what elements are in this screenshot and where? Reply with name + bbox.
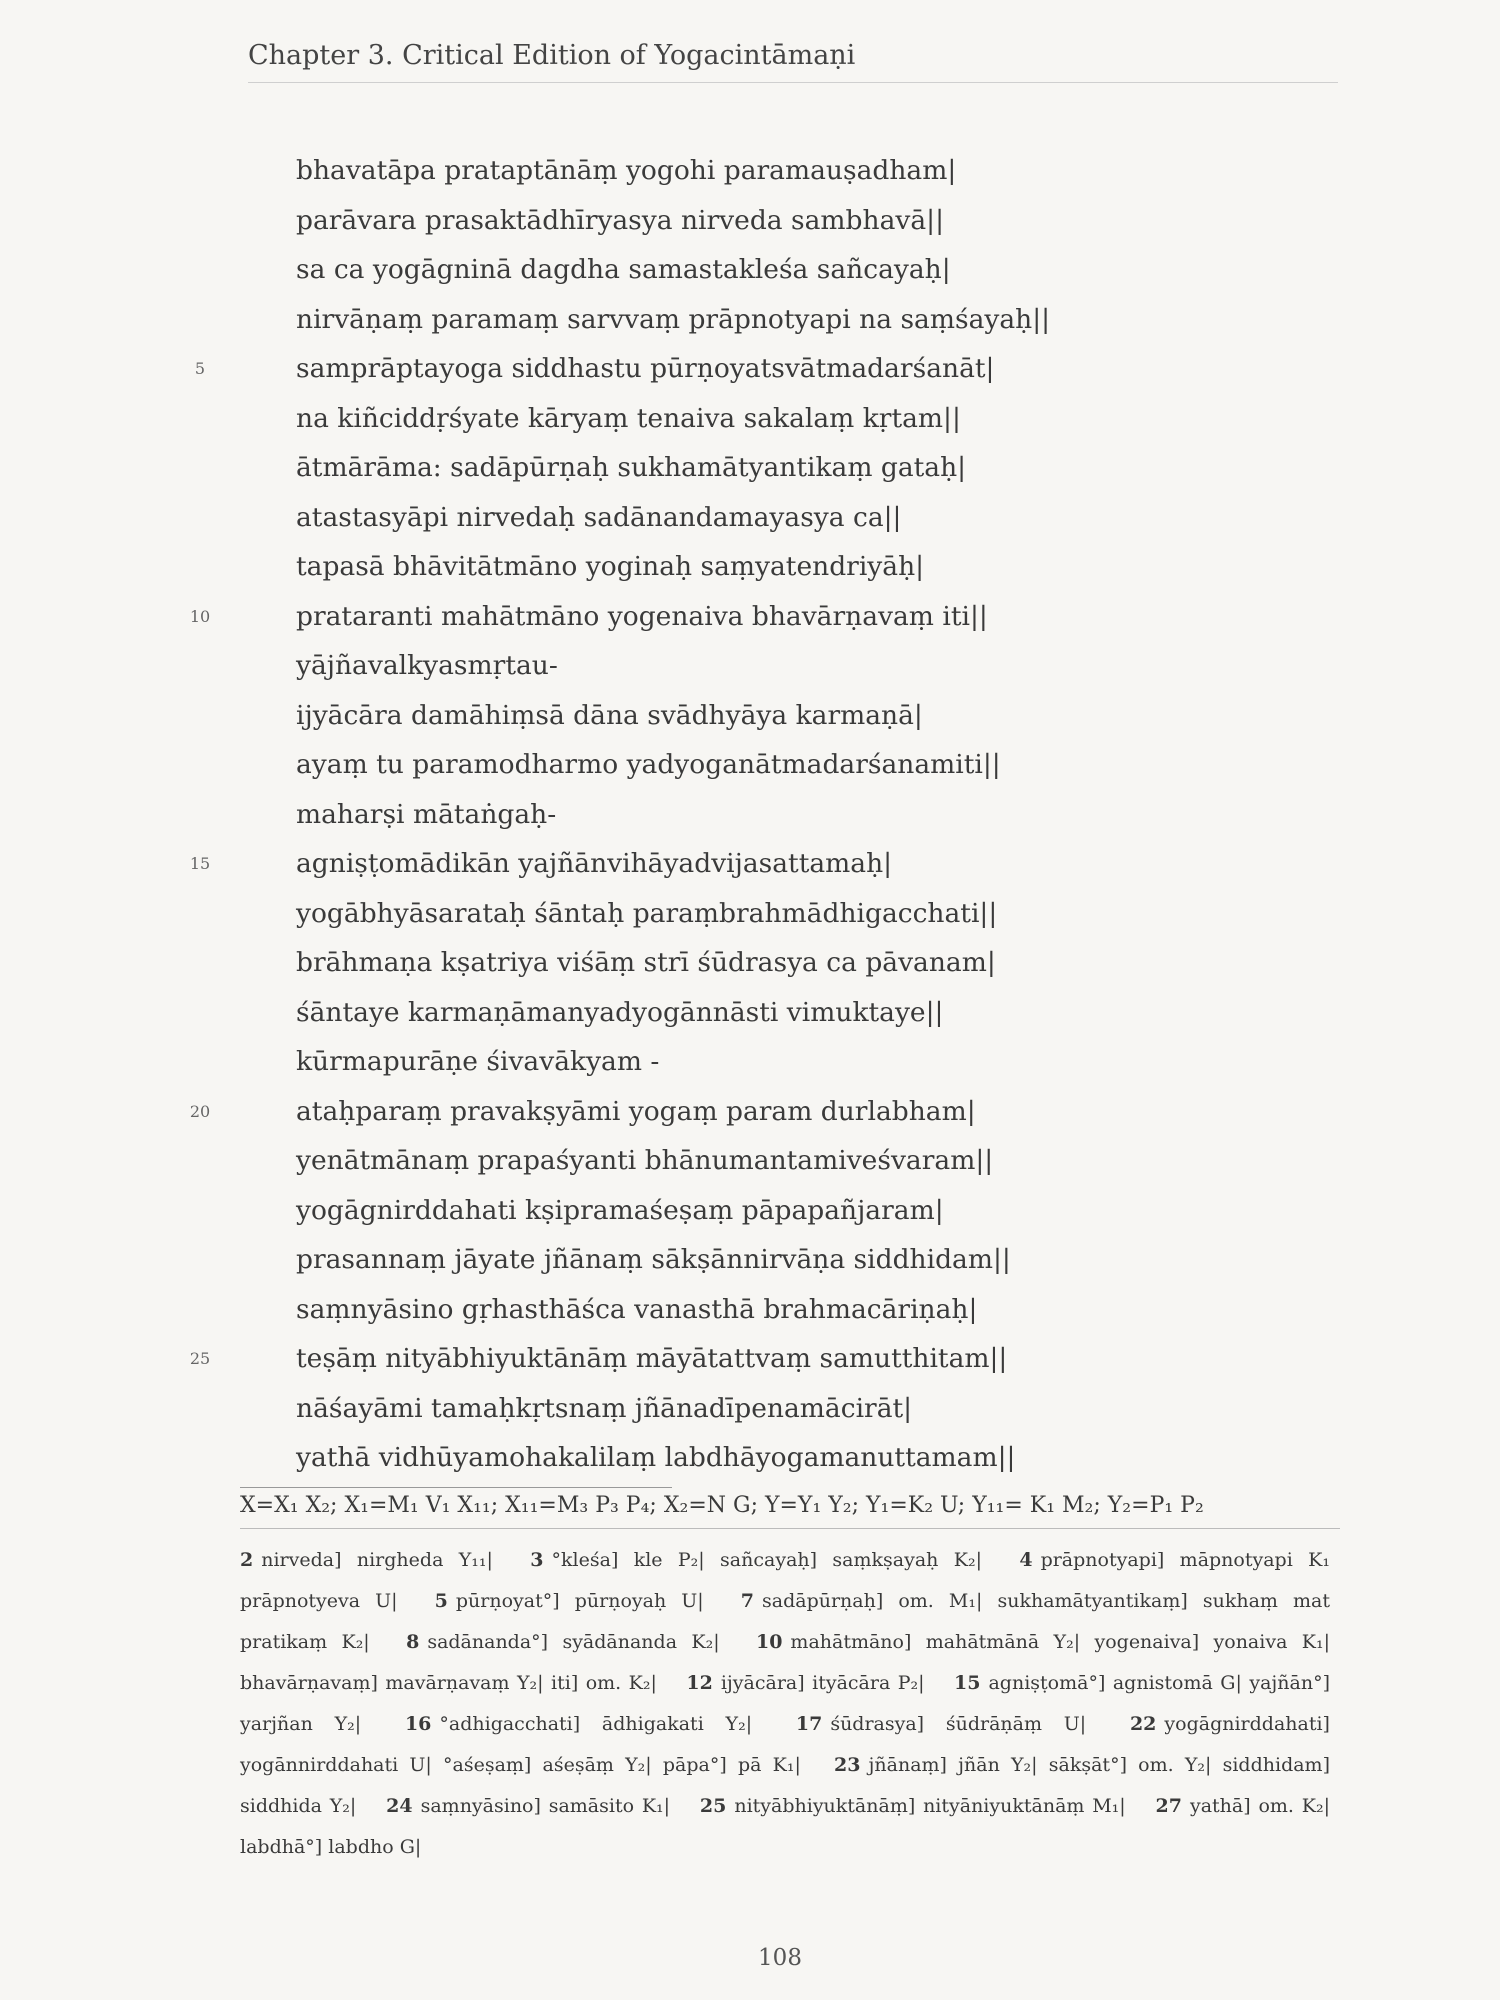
apparatus-reading: yathā] om. K₂| labdhā°] labdho G| xyxy=(240,1795,1330,1858)
line-number: 20 xyxy=(189,1101,211,1121)
apparatus-line-ref: 24 xyxy=(386,1795,413,1817)
verse-text-line: nāśayāmi tamaḥkṛtsnaṃ jñānadīpenamācirāt| xyxy=(296,1392,913,1424)
apparatus-line-ref: 15 xyxy=(954,1672,981,1694)
verse-text-line: saṃnyāsino gṛhasthāśca vanasthā brahmacāriṇaḥ| xyxy=(296,1293,978,1325)
apparatus-entry xyxy=(240,1549,493,1571)
verse-text xyxy=(0,146,1500,1483)
apparatus-reading: jñānaṃ] jñān Y₂| sākṣāt°] om. Y₂| siddhidam] siddhida Y₂| xyxy=(240,1754,1330,1817)
verse-line xyxy=(0,295,1500,345)
apparatus-entry xyxy=(700,1795,1126,1817)
verse-text-line: maharṣi mātaṅgaḥ- xyxy=(296,798,557,830)
verse-text-line: yenātmānaṃ prapaśyanti bhānumantamiveśvaram|| xyxy=(296,1145,994,1176)
apparatus-line-ref: 8 xyxy=(406,1631,420,1653)
verse-text-line: śāntaye karmaṇāmanyadyogānnāsti vimuktaye|| xyxy=(296,996,944,1028)
verse-line xyxy=(0,1285,1500,1335)
verse-line xyxy=(0,592,1500,642)
verse-text-line: ijyācāra damāhiṃsā dāna svādhyāya karmaṇā| xyxy=(296,699,923,731)
apparatus-entry xyxy=(386,1795,670,1817)
apparatus-line-ref: 23 xyxy=(834,1754,861,1776)
apparatus-reading: nityābhiyuktānāṃ] nityāniyuktānāṃ M₁| xyxy=(734,1795,1126,1817)
verse-text-line: nirvāṇaṃ paramaṃ sarvvaṃ prāpnotyapi na saṃśayaḥ|| xyxy=(296,303,1051,335)
apparatus-line-ref: 3 xyxy=(530,1549,544,1571)
critical-apparatus xyxy=(240,1540,1330,1868)
apparatus-entry xyxy=(530,1549,982,1571)
verse-line xyxy=(0,790,1500,840)
verse-text-line: parāvara prasaktādhīryasya nirveda sambhavā|| xyxy=(296,204,944,236)
apparatus-line-ref: 4 xyxy=(1019,1549,1033,1571)
apparatus-reading: agniṣṭomā°] agnistomā G| yajñān°] yarjñan Y₂| xyxy=(240,1672,1330,1735)
verse-text-line: tapasā bhāvitātmāno yoginaḥ saṃyatendriyāḥ| xyxy=(296,551,925,582)
verse-text-line: prataranti mahātmāno yogenaiva bhavārṇavaṃ iti|| xyxy=(296,600,988,632)
line-number: 5 xyxy=(194,359,206,378)
apparatus-line-ref: 17 xyxy=(795,1713,823,1735)
verse-text-line: na kiñciddṛśyate kāryaṃ tenaiva sakalaṃ kṛtam|| xyxy=(296,402,961,434)
page-number: 108 xyxy=(758,1945,802,1971)
verse-line xyxy=(0,1186,1500,1236)
verse-line xyxy=(0,542,1500,592)
apparatus-entry xyxy=(406,1631,720,1653)
verse-text-line: yogāgnirddahati kṣipramaśeṣaṃ pāpapañjaram| xyxy=(296,1194,944,1226)
apparatus-reading: °adhigacchati] ādhigakati Y₂| xyxy=(439,1713,753,1735)
running-header: Chapter 3. Critical Edition of Yogacintāmaṇi xyxy=(248,40,856,71)
line-number: 10 xyxy=(189,606,211,626)
apparatus-reading: yogāgnirddahati] yogānnirddahati U| °aśeṣaṃ] aśeṣāṃ Y₂| pāpa°] pā K₁| xyxy=(240,1713,1330,1776)
verse-line xyxy=(0,839,1500,889)
apparatus-line-ref: 25 xyxy=(699,1795,727,1817)
verse-text-line: bhavatāpa prataptānāṃ yogohi paramauṣadham| xyxy=(296,155,957,186)
verse-text-line: ātmārāma: sadāpūrṇaḥ sukhamātyantikaṃ gataḥ| xyxy=(296,452,967,483)
verse-line xyxy=(0,641,1500,691)
apparatus-reading: śūdrasya] śūdrāṇāṃ U| xyxy=(830,1713,1087,1735)
verse-line xyxy=(0,1433,1500,1483)
verse-text-line: yathā vidhūyamohakalilaṃ labdhāyogamanuttamam|| xyxy=(296,1442,1016,1473)
apparatus-line-ref: 27 xyxy=(1155,1795,1182,1817)
apparatus-line-ref: 5 xyxy=(434,1590,448,1612)
verse-text-line: agniṣṭomādikān yajñānvihāyadvijasattamaḥ| xyxy=(296,848,893,879)
apparatus-reading: sadāpūrṇaḥ] om. M₁| sukhamātyantikaṃ] sukhaṃ mat pratikaṃ K₂| xyxy=(240,1590,1330,1653)
verse-line xyxy=(0,196,1500,246)
verse-text-line: ayaṃ tu paramodharmo yadyoganātmadarśanamiti|| xyxy=(296,749,1001,780)
apparatus-entry xyxy=(686,1672,924,1694)
apparatus-line-ref: 2 xyxy=(240,1549,254,1571)
apparatus-reading: ijyācāra] ityācāra P₂| xyxy=(720,1672,925,1694)
apparatus-reading: °kleśa] kle P₂| sañcayaḥ] saṃkṣayaḥ K₂| xyxy=(551,1549,982,1571)
apparatus-entry xyxy=(435,1590,704,1612)
apparatus-reading: nirveda] nirgheda Y₁₁| xyxy=(261,1549,493,1571)
apparatus-reading: mahātmāno] mahātmānā Y₂| yogenaiva] yonaiva K₁| bhavārṇavaṃ] mavārṇavaṃ Y₂| iti] om. K₂| xyxy=(240,1631,1330,1694)
apparatus-reading: sadānanda°] syādānanda K₂| xyxy=(427,1631,720,1653)
apparatus-line-ref: 12 xyxy=(686,1672,713,1694)
verse-line xyxy=(0,1235,1500,1285)
verse-line xyxy=(0,988,1500,1038)
line-number: 25 xyxy=(189,1349,211,1368)
header-divider xyxy=(248,82,1338,83)
verse-text-line: teṣāṃ nityābhiyuktānāṃ māyātattvaṃ samutthitam|| xyxy=(296,1343,1008,1374)
verse-line xyxy=(0,245,1500,295)
sigla-line: X=X₁ X₂; X₁=M₁ V₁ X₁₁; X₁₁=M₃ P₃ P₄; X₂=N G; Y=Y₁ Y₂; Y₁=K₂ U; Y₁₁= K₁ M₂; Y₂=P₁ P₂ xyxy=(240,1493,1204,1518)
verse-text-line: samprāptayoga siddhastu pūrṇoyatsvātmadarśanāt| xyxy=(296,353,995,384)
verse-text-line: ataḥparaṃ pravakṣyāmi yogaṃ param durlabham| xyxy=(296,1095,976,1127)
apparatus-line-ref: 16 xyxy=(404,1713,432,1735)
apparatus-entry xyxy=(796,1713,1086,1735)
apparatus-line-ref: 10 xyxy=(755,1631,783,1653)
apparatus-line-ref: 7 xyxy=(740,1590,754,1612)
verse-line xyxy=(0,493,1500,543)
apparatus-reading: pūrṇoyat°] pūrṇoyaḥ U| xyxy=(455,1590,704,1612)
apparatus-entry xyxy=(405,1713,752,1735)
verse-text-line: sa ca yogāgninā dagdha samastakleśa sañcayaḥ| xyxy=(296,254,951,285)
verse-line xyxy=(0,938,1500,988)
verse-line xyxy=(0,889,1500,939)
verse-line xyxy=(0,1384,1500,1434)
apparatus-reading: prāpnotyapi] māpnotyapi K₁ prāpnotyeva U| xyxy=(240,1549,1330,1612)
verse-line xyxy=(0,394,1500,444)
verse-line xyxy=(0,344,1500,394)
verse-line xyxy=(0,691,1500,741)
verse-line xyxy=(0,1334,1500,1384)
verse-line xyxy=(0,1037,1500,1087)
verse-text-line: yogābhyāsarataḥ śāntaḥ paraṃbrahmādhigacchati|| xyxy=(296,897,998,929)
apparatus-divider xyxy=(240,1487,672,1488)
verse-text-line: yājñavalkyasmṛtau- xyxy=(296,650,558,681)
line-number: 15 xyxy=(189,854,211,873)
verse-text-line: prasannaṃ jāyate jñānaṃ sākṣānnirvāṇa siddhidam|| xyxy=(296,1244,1011,1275)
apparatus-line-ref: 22 xyxy=(1129,1713,1157,1735)
verse-line xyxy=(0,1087,1500,1137)
apparatus-reading: saṃnyāsino] samāsito K₁| xyxy=(420,1795,671,1817)
verse-text-line: atastasyāpi nirvedaḥ sadānandamayasya ca|| xyxy=(296,501,902,533)
verse-line xyxy=(0,443,1500,493)
verse-line xyxy=(0,740,1500,790)
verse-line xyxy=(0,1136,1500,1186)
verse-text-line: brāhmaṇa kṣatriya viśāṃ strī śūdrasya ca pāvanam| xyxy=(296,947,996,978)
verse-text-line: kūrmapurāṇe śivavākyam - xyxy=(296,1046,660,1077)
sigla-divider xyxy=(240,1528,1340,1529)
verse-line xyxy=(0,146,1500,196)
